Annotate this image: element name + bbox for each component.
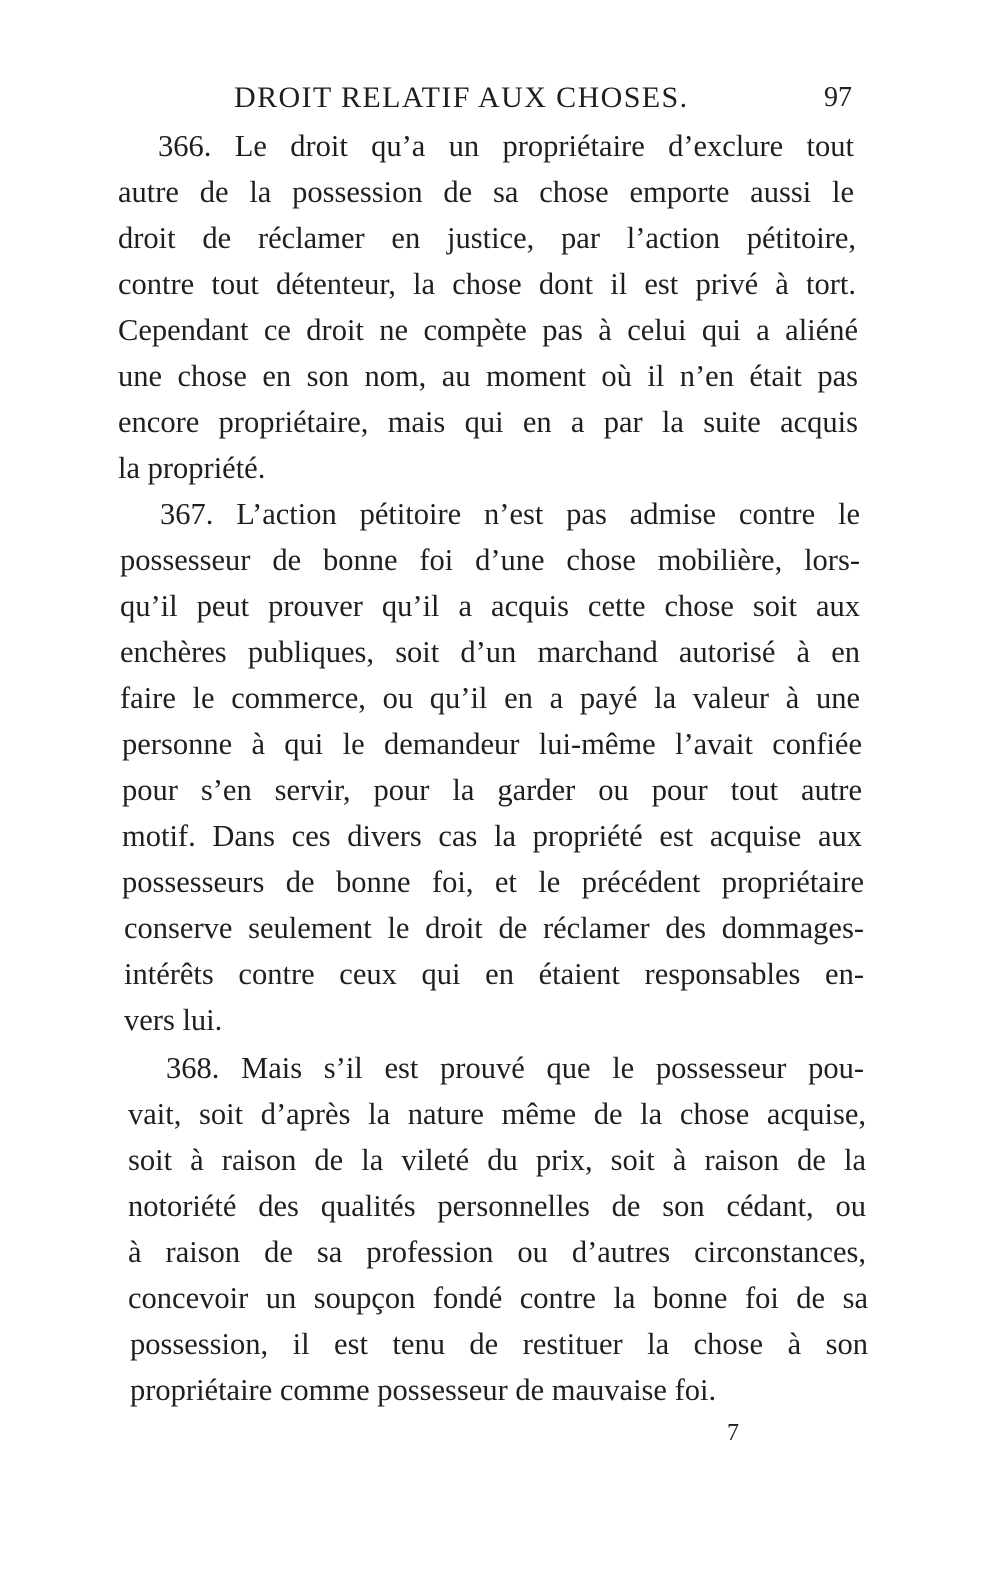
text-line: encore propriétaire, mais qui en a par la suite acquis xyxy=(118,405,858,439)
text-line: vait, soit d’après la nature même de la chose acquise, xyxy=(128,1097,866,1131)
text-line: la propriété. xyxy=(118,451,266,485)
text-line: propriétaire comme possesseur de mauvaise foi. xyxy=(130,1373,717,1407)
text-line: enchères publiques, soit d’un marchand autorisé à en xyxy=(120,635,860,669)
text-line: une chose en son nom, au moment où il n’en était pas xyxy=(118,359,858,393)
text-line: intérêts contre ceux qui en étaient responsables en- xyxy=(124,957,864,991)
text-line: faire le commerce, ou qu’il en a payé la valeur à une xyxy=(120,681,860,715)
page-header xyxy=(234,78,852,118)
text-line: Cependant ce droit ne compète pas à celui qui a aliéné xyxy=(118,313,858,347)
text-line: soit à raison de la vileté du prix, soit à raison de la xyxy=(128,1143,866,1177)
text-line: concevoir un soupçon fondé contre la bonne foi de sa xyxy=(128,1281,868,1315)
text-line: notoriété des qualités personnelles de son cédant, ou xyxy=(128,1189,866,1223)
text-line: possession, il est tenu de restituer la chose à son xyxy=(130,1327,868,1361)
text-line: 367. L’action pétitoire n’est pas admise contre le xyxy=(160,497,860,531)
text-line: à raison de sa profession ou d’autres circonstances, xyxy=(128,1235,866,1269)
text-line: possesseurs de bonne foi, et le précédent propriétaire xyxy=(122,865,864,899)
signature-mark: 7 xyxy=(727,1420,739,1446)
text-line: pour s’en servir, pour la garder ou pour tout autre xyxy=(122,773,862,807)
text-line: 366. Le droit qu’a un propriétaire d’exclure tout xyxy=(158,129,854,163)
text-line: contre tout détenteur, la chose dont il est privé à tort. xyxy=(118,267,856,301)
running-title: DROIT RELATIF AUX CHOSES. xyxy=(234,81,689,114)
text-line: possesseur de bonne foi d’une chose mobilière, lors- xyxy=(120,543,860,577)
text-line: vers lui. xyxy=(124,1003,223,1037)
text-line: conserve seulement le droit de réclamer des dommages- xyxy=(124,911,864,945)
page-number: 97 xyxy=(824,82,852,113)
text-line: motif. Dans ces divers cas la propriété est acquise aux xyxy=(122,819,862,853)
text-line: autre de la possession de sa chose emporte aussi le xyxy=(118,175,854,209)
text-line: personne à qui le demandeur lui-même l’avait confiée xyxy=(122,727,862,761)
text-line: droit de réclamer en justice, par l’action pétitoire, xyxy=(118,221,856,255)
text-line: 368. Mais s’il est prouvé que le possesseur pou- xyxy=(166,1051,864,1085)
text-line: qu’il peut prouver qu’il a acquis cette chose soit aux xyxy=(120,589,860,623)
